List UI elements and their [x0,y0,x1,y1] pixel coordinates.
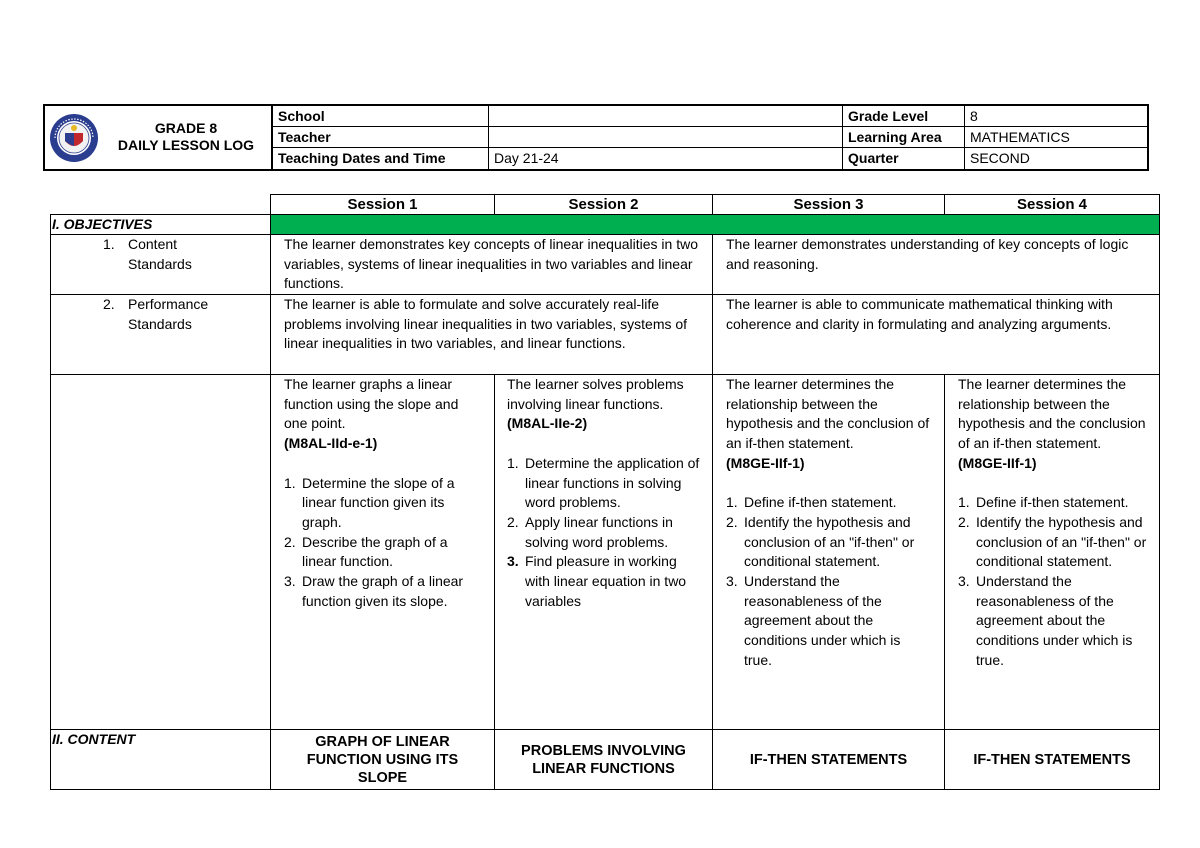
session-1-header: Session 1 [270,194,495,215]
session-4-header: Session 4 [944,194,1160,215]
list-item: 3. Find pleasure in working with linear equation in two variables [507,553,687,609]
competency-3-code: (M8GE-IIf-1) [726,454,805,471]
header-title-line2: DAILY LESSON LOG [117,137,255,153]
teaching-dates-value: Day 21-24 [489,148,843,169]
header-row-dates [273,148,1147,169]
list-item: 3. Understand the reasonableness of the agreement about the conditions under which is true. [958,573,1133,668]
competency-session-2 [494,374,713,730]
deped-seal-icon [49,113,99,163]
content-standards-label-2: Standards [128,256,192,272]
header-row-teacher [273,127,1147,148]
list-item: 1. Determine the slope of a linear function given its graph. [284,474,455,530]
content-session-3: IF-THEN STATEMENTS [712,729,945,790]
competency-1-list [284,474,484,612]
session-2-header: Session 2 [494,194,713,215]
list-item: 2. Identify the hypothesis and conclusion of an "if-then" or conditional statement. [726,513,915,570]
list-item: 2. Describe the graph of a linear function. [284,533,448,570]
competency-4-text: The learner determines the relationship between the hypothesis and the conclusion of an if-then statement. [958,376,1146,452]
competency-session-3 [712,374,945,730]
learning-area-value: MATHEMATICS [970,129,1070,145]
teacher-label: Teacher [273,127,489,147]
quarter-label: Quarter [843,148,965,169]
content-standards-label-1: Content [128,236,178,252]
competency-4-code: (M8GE-IIf-1) [958,454,1037,471]
content-session-2: PROBLEMS INVOLVING LINEAR FUNCTIONS [494,729,713,790]
objectives-label: I. OBJECTIVES [50,214,271,235]
list-item: 2. Identify the hypothesis and conclusion of an "if-then" or conditional statement. [958,513,1147,570]
content-session-1: GRAPH OF LINEAR FUNCTION USING ITS SLOPE [270,729,495,790]
competency-4-list [958,493,1151,670]
grade-level-label: Grade Level [843,106,965,126]
competency-3-list [726,493,930,670]
teacher-value [489,127,843,147]
content-session-4: IF-THEN STATEMENTS [944,729,1160,790]
competencies-label-cell [50,374,271,730]
competency-1-text: The learner graphs a linear function using the slope and one point. [284,376,459,432]
performance-standards-label-2: Standards [128,316,192,332]
list-item: 3. Understand the reasonableness of the agreement about the conditions under which is true. [726,573,901,668]
list-item: 1. Define if-then statement. [726,494,897,511]
performance-standards-s12: The learner is able to formulate and solve accurately real-life problems involving linear inequalities in two variables, systems of linear inequalities in two variables, and linear functions. [270,294,713,375]
content-standards-s34: The learner demonstrates understanding of key concepts of logic and reasoning. [712,234,1160,295]
grade-level-value: 8 [970,108,978,124]
list-item: 2. Apply linear functions in solving word problems. [507,513,673,550]
competency-1-code: (M8AL-IId-e-1) [284,435,378,452]
content-standards-s12: The learner demonstrates key concepts of linear inequalities in two variables, systems of linear inequalities in two variables and linear functions. [270,234,713,295]
header-title [103,120,269,154]
competency-session-1 [270,374,495,730]
performance-standards-label-cell [50,294,271,375]
list-item: 3. Draw the graph of a linear function given its slope. [284,573,464,609]
header-title-line1: GRADE 8 [154,120,218,136]
teaching-dates-label: Teaching Dates and Time [273,148,489,169]
lesson-log-header [43,104,1149,171]
quarter-value: SECOND [970,150,1030,166]
competency-3-text: The learner determines the relationship between the hypothesis and the conclusion of an if-then statement. [726,376,930,452]
content-standards-label-cell [50,234,271,295]
objectives-bar [270,214,1160,235]
competency-2-code: (M8AL-IIe-2) [507,415,588,432]
list-item: 1. Determine the application of linear functions in solving word problems. [507,454,700,511]
list-item: 1. Define if-then statement. [958,494,1129,511]
content-standards-num: 1. [103,236,115,252]
header-title-block [45,106,273,169]
school-label: School [273,106,489,126]
session-3-header: Session 3 [712,194,945,215]
performance-standards-num: 2. [103,296,115,312]
performance-standards-label-1: Performance [128,296,209,312]
content-label: II. CONTENT [50,729,271,790]
performance-standards-s34: The learner is able to communicate mathematical thinking with coherence and clarity in formulating and analyzing arguments. [712,294,1160,375]
lesson-table [50,194,1160,790]
competency-session-4 [944,374,1160,730]
header-row-school [273,106,1147,127]
school-value [489,106,843,126]
learning-area-label: Learning Area [843,127,965,147]
competency-2-list [507,454,702,612]
competency-2-text: The learner solves problems involving linear functions. [507,376,684,412]
